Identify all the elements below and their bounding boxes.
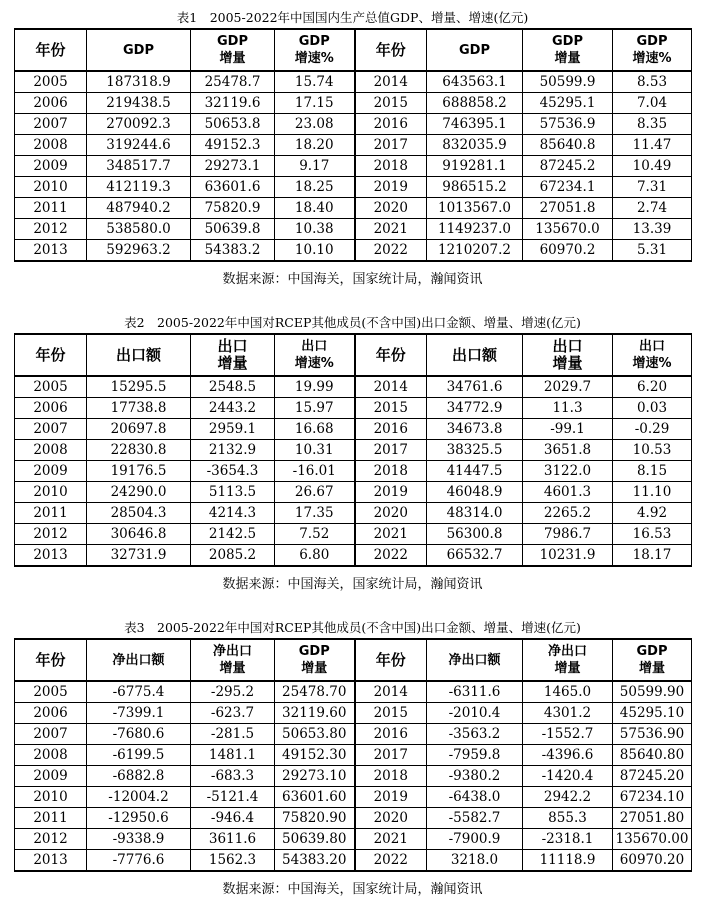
year-cell: 2017 [355, 135, 427, 156]
header-net-export-increment: 净出口 增量 [191, 639, 275, 681]
value-cell: 66532.7 [427, 545, 523, 567]
value-cell: 45295.1 [523, 93, 613, 114]
table-row [15, 419, 692, 440]
value-cell: -16.01 [275, 461, 355, 482]
value-cell: 3611.6 [191, 829, 275, 850]
value-cell: -99.1 [523, 419, 613, 440]
value-cell: 18.17 [613, 545, 692, 567]
value-cell: 50653.80 [275, 724, 355, 745]
value-cell: 3122.0 [523, 461, 613, 482]
header-gdp-growth: GDP 增速% [613, 29, 692, 71]
value-cell: -4396.6 [523, 745, 613, 766]
value-cell: 11118.9 [523, 850, 613, 872]
value-cell: -623.7 [191, 703, 275, 724]
value-cell: -7959.8 [427, 745, 523, 766]
year-cell: 2021 [355, 219, 427, 240]
value-cell: 57536.90 [613, 724, 692, 745]
value-cell: 22830.8 [87, 440, 191, 461]
value-cell: 54383.2 [191, 240, 275, 262]
value-cell: 4214.3 [191, 503, 275, 524]
table-row [15, 156, 692, 177]
header-export-increment: 出口 增量 [523, 334, 613, 376]
value-cell: 18.40 [275, 198, 355, 219]
value-cell: 10.10 [275, 240, 355, 262]
value-cell: 1210207.2 [427, 240, 523, 262]
value-cell: 57536.9 [523, 114, 613, 135]
value-cell: 34761.6 [427, 376, 523, 398]
table-caption: 表1 2005-2022年中国国内生产总值GDP、增量、增速(亿元) [176, 10, 529, 25]
value-cell: 412119.3 [87, 177, 191, 198]
value-cell: -6882.8 [87, 766, 191, 787]
year-cell: 2013 [15, 240, 87, 262]
year-cell: 2017 [355, 745, 427, 766]
value-cell: 60970.20 [613, 850, 692, 872]
value-cell: 2265.2 [523, 503, 613, 524]
value-cell: 4301.2 [523, 703, 613, 724]
header-row [15, 639, 692, 681]
year-cell: 2018 [355, 461, 427, 482]
year-cell: 2008 [15, 135, 87, 156]
table-row [15, 503, 692, 524]
table-row [15, 198, 692, 219]
value-cell: 49152.30 [275, 745, 355, 766]
value-cell: 87245.20 [613, 766, 692, 787]
value-cell: 6.20 [613, 376, 692, 398]
data-source: 数据来源：中国海关，国家统计局，瀚闻资讯 [222, 577, 483, 592]
value-cell: 18.25 [275, 177, 355, 198]
year-cell: 2012 [15, 524, 87, 545]
value-cell: 1149237.0 [427, 219, 523, 240]
header-row [15, 29, 692, 71]
value-cell: 4.92 [613, 503, 692, 524]
value-cell: -7776.6 [87, 850, 191, 872]
year-cell: 2019 [355, 482, 427, 503]
value-cell: 17738.8 [87, 398, 191, 419]
value-cell: -6775.4 [87, 681, 191, 703]
header-export-growth: 出口 增速% [613, 334, 692, 376]
value-cell: 5.31 [613, 240, 692, 262]
value-cell: 25478.7 [191, 71, 275, 93]
value-cell: -3563.2 [427, 724, 523, 745]
value-cell: 832035.9 [427, 135, 523, 156]
year-cell: 2014 [355, 376, 427, 398]
value-cell: -683.3 [191, 766, 275, 787]
value-cell: 1562.3 [191, 850, 275, 872]
year-cell: 2005 [15, 71, 87, 93]
value-cell: 10231.9 [523, 545, 613, 567]
value-cell: -2318.1 [523, 829, 613, 850]
year-cell: 2015 [355, 398, 427, 419]
value-cell: 8.35 [613, 114, 692, 135]
value-cell: 56300.8 [427, 524, 523, 545]
value-cell: -1420.4 [523, 766, 613, 787]
year-cell: 2005 [15, 681, 87, 703]
year-cell: 2009 [15, 766, 87, 787]
value-cell: 15.74 [275, 71, 355, 93]
table-block-2 [14, 313, 691, 603]
value-cell: 67234.10 [613, 787, 692, 808]
value-cell: 746395.1 [427, 114, 523, 135]
year-cell: 2019 [355, 177, 427, 198]
table-row [15, 482, 692, 503]
table-row [15, 724, 692, 745]
table-row [15, 766, 692, 787]
net-export-table [14, 638, 692, 872]
value-cell: 49152.3 [191, 135, 275, 156]
table-row [15, 524, 692, 545]
header-net-export: 净出口额 [87, 639, 191, 681]
value-cell: 85640.8 [523, 135, 613, 156]
table-row [15, 545, 692, 567]
value-cell: 2.74 [613, 198, 692, 219]
header-gdp-increment: GDP 增量 [613, 639, 692, 681]
value-cell: 11.47 [613, 135, 692, 156]
value-cell: 135670.00 [613, 829, 692, 850]
table-row [15, 787, 692, 808]
year-cell: 2020 [355, 503, 427, 524]
value-cell: 270092.3 [87, 114, 191, 135]
value-cell: 32119.60 [275, 703, 355, 724]
value-cell: -0.29 [613, 419, 692, 440]
value-cell: -7680.6 [87, 724, 191, 745]
value-cell: -9380.2 [427, 766, 523, 787]
year-cell: 2022 [355, 545, 427, 567]
header-net-export-increment: 净出口 增量 [523, 639, 613, 681]
value-cell: 15295.5 [87, 376, 191, 398]
table-block-3 [14, 618, 691, 908]
value-cell: 7.31 [613, 177, 692, 198]
header-row [15, 334, 692, 376]
value-cell: 538580.0 [87, 219, 191, 240]
value-cell: -281.5 [191, 724, 275, 745]
year-cell: 2015 [355, 703, 427, 724]
year-cell: 2005 [15, 376, 87, 398]
header-gdp: GDP [427, 29, 523, 71]
year-cell: 2006 [15, 93, 87, 114]
year-cell: 2012 [15, 829, 87, 850]
year-cell: 2020 [355, 198, 427, 219]
value-cell: 855.3 [523, 808, 613, 829]
year-cell: 2008 [15, 745, 87, 766]
value-cell: 15.97 [275, 398, 355, 419]
value-cell: 87245.2 [523, 156, 613, 177]
year-cell: 2019 [355, 787, 427, 808]
value-cell: 41447.5 [427, 461, 523, 482]
value-cell: -12004.2 [87, 787, 191, 808]
value-cell: 643563.1 [427, 71, 523, 93]
value-cell: 63601.6 [191, 177, 275, 198]
year-cell: 2010 [15, 482, 87, 503]
value-cell: 25478.70 [275, 681, 355, 703]
year-cell: 2012 [15, 219, 87, 240]
year-cell: 2006 [15, 398, 87, 419]
year-cell: 2021 [355, 829, 427, 850]
year-cell: 2021 [355, 524, 427, 545]
value-cell: 8.15 [613, 461, 692, 482]
table-row [15, 461, 692, 482]
value-cell: 2085.2 [191, 545, 275, 567]
value-cell: 50639.80 [275, 829, 355, 850]
value-cell: 30646.8 [87, 524, 191, 545]
value-cell: 9.17 [275, 156, 355, 177]
header-export-value: 出口额 [87, 334, 191, 376]
value-cell: 10.38 [275, 219, 355, 240]
header-gdp-growth: GDP 增速% [275, 29, 355, 71]
table-row [15, 808, 692, 829]
value-cell: 20697.8 [87, 419, 191, 440]
year-cell: 2011 [15, 808, 87, 829]
data-source: 数据来源：中国海关，国家统计局，瀚闻资讯 [222, 272, 483, 287]
year-cell: 2008 [15, 440, 87, 461]
value-cell: 17.35 [275, 503, 355, 524]
value-cell: 75820.90 [275, 808, 355, 829]
year-cell: 2022 [355, 850, 427, 872]
value-cell: 32731.9 [87, 545, 191, 567]
year-cell: 2020 [355, 808, 427, 829]
year-cell: 2015 [355, 93, 427, 114]
table-block-1 [14, 8, 691, 298]
value-cell: 986515.2 [427, 177, 523, 198]
year-cell: 2007 [15, 724, 87, 745]
value-cell: 3218.0 [427, 850, 523, 872]
value-cell: 7986.7 [523, 524, 613, 545]
value-cell: 487940.2 [87, 198, 191, 219]
value-cell: 26.67 [275, 482, 355, 503]
year-cell: 2016 [355, 419, 427, 440]
value-cell: 2959.1 [191, 419, 275, 440]
header-gdp-increment: GDP 增量 [191, 29, 275, 71]
value-cell: -6438.0 [427, 787, 523, 808]
value-cell: 18.20 [275, 135, 355, 156]
table-row [15, 114, 692, 135]
value-cell: 11.3 [523, 398, 613, 419]
value-cell: 16.68 [275, 419, 355, 440]
header-export-growth: 出口 增速% [275, 334, 355, 376]
value-cell: 2942.2 [523, 787, 613, 808]
value-cell: 67234.1 [523, 177, 613, 198]
value-cell: 7.52 [275, 524, 355, 545]
table-row [15, 240, 692, 262]
year-cell: 2018 [355, 766, 427, 787]
value-cell: 34673.8 [427, 419, 523, 440]
table-row [15, 681, 692, 703]
value-cell: -7399.1 [87, 703, 191, 724]
header-year: 年份 [15, 29, 87, 71]
value-cell: -2010.4 [427, 703, 523, 724]
value-cell: 4601.3 [523, 482, 613, 503]
value-cell: -946.4 [191, 808, 275, 829]
value-cell: 50599.9 [523, 71, 613, 93]
year-cell: 2011 [15, 503, 87, 524]
table-row [15, 93, 692, 114]
value-cell: 60970.2 [523, 240, 613, 262]
value-cell: 319244.6 [87, 135, 191, 156]
header-export-value: 出口额 [427, 334, 523, 376]
value-cell: 50599.90 [613, 681, 692, 703]
table-row [15, 135, 692, 156]
header-export-increment: 出口 增量 [191, 334, 275, 376]
value-cell: 2132.9 [191, 440, 275, 461]
value-cell: -7900.9 [427, 829, 523, 850]
value-cell: 27051.80 [613, 808, 692, 829]
value-cell: 1013567.0 [427, 198, 523, 219]
header-year: 年份 [15, 334, 87, 376]
value-cell: 348517.7 [87, 156, 191, 177]
value-cell: 3651.8 [523, 440, 613, 461]
gdp-table [14, 28, 692, 262]
year-cell: 2007 [15, 419, 87, 440]
table-caption: 表3 2005-2022年中国对RCEP其他成员(不含中国)出口金额、增量、增速(亿元) [124, 620, 581, 635]
value-cell: 919281.1 [427, 156, 523, 177]
year-cell: 2013 [15, 545, 87, 567]
table-row [15, 745, 692, 766]
table-row [15, 703, 692, 724]
value-cell: 50639.8 [191, 219, 275, 240]
value-cell: 19176.5 [87, 461, 191, 482]
value-cell: 13.39 [613, 219, 692, 240]
data-source: 数据来源：中国海关，国家统计局，瀚闻资讯 [222, 882, 483, 897]
value-cell: 10.53 [613, 440, 692, 461]
value-cell: 85640.80 [613, 745, 692, 766]
value-cell: 688858.2 [427, 93, 523, 114]
value-cell: 1465.0 [523, 681, 613, 703]
table-row [15, 219, 692, 240]
value-cell: 17.15 [275, 93, 355, 114]
header-gdp-increment: GDP 增量 [275, 639, 355, 681]
year-cell: 2014 [355, 681, 427, 703]
value-cell: 34772.9 [427, 398, 523, 419]
value-cell: -6199.5 [87, 745, 191, 766]
year-cell: 2014 [355, 71, 427, 93]
value-cell: -12950.6 [87, 808, 191, 829]
value-cell: 46048.9 [427, 482, 523, 503]
export-table [14, 333, 692, 567]
value-cell: 10.49 [613, 156, 692, 177]
value-cell: 6.80 [275, 545, 355, 567]
value-cell: 54383.20 [275, 850, 355, 872]
value-cell: -6311.6 [427, 681, 523, 703]
table-row [15, 376, 692, 398]
value-cell: 135670.0 [523, 219, 613, 240]
value-cell: 11.10 [613, 482, 692, 503]
value-cell: -1552.7 [523, 724, 613, 745]
year-cell: 2010 [15, 177, 87, 198]
value-cell: 592963.2 [87, 240, 191, 262]
value-cell: -9338.9 [87, 829, 191, 850]
value-cell: 19.99 [275, 376, 355, 398]
value-cell: 24290.0 [87, 482, 191, 503]
value-cell: 23.08 [275, 114, 355, 135]
year-cell: 2022 [355, 240, 427, 262]
year-cell: 2017 [355, 440, 427, 461]
year-cell: 2007 [15, 114, 87, 135]
value-cell: -5121.4 [191, 787, 275, 808]
table-row [15, 398, 692, 419]
year-cell: 2009 [15, 461, 87, 482]
header-year: 年份 [355, 639, 427, 681]
value-cell: 29273.10 [275, 766, 355, 787]
value-cell: 75820.9 [191, 198, 275, 219]
value-cell: 28504.3 [87, 503, 191, 524]
value-cell: -295.2 [191, 681, 275, 703]
table-row [15, 829, 692, 850]
year-cell: 2011 [15, 198, 87, 219]
table-row [15, 850, 692, 872]
year-cell: 2016 [355, 114, 427, 135]
value-cell: 187318.9 [87, 71, 191, 93]
table-row [15, 177, 692, 198]
value-cell: 63601.60 [275, 787, 355, 808]
value-cell: 29273.1 [191, 156, 275, 177]
value-cell: 1481.1 [191, 745, 275, 766]
header-year: 年份 [355, 334, 427, 376]
value-cell: 0.03 [613, 398, 692, 419]
year-cell: 2006 [15, 703, 87, 724]
header-year: 年份 [15, 639, 87, 681]
value-cell: -3654.3 [191, 461, 275, 482]
table-row [15, 71, 692, 93]
year-cell: 2010 [15, 787, 87, 808]
value-cell: 45295.10 [613, 703, 692, 724]
value-cell: 10.31 [275, 440, 355, 461]
header-net-export: 净出口额 [427, 639, 523, 681]
value-cell: -5582.7 [427, 808, 523, 829]
value-cell: 219438.5 [87, 93, 191, 114]
year-cell: 2016 [355, 724, 427, 745]
value-cell: 8.53 [613, 71, 692, 93]
value-cell: 32119.6 [191, 93, 275, 114]
value-cell: 50653.8 [191, 114, 275, 135]
year-cell: 2018 [355, 156, 427, 177]
value-cell: 2029.7 [523, 376, 613, 398]
value-cell: 2548.5 [191, 376, 275, 398]
year-cell: 2013 [15, 850, 87, 872]
value-cell: 7.04 [613, 93, 692, 114]
header-gdp: GDP [87, 29, 191, 71]
value-cell: 38325.5 [427, 440, 523, 461]
value-cell: 2443.2 [191, 398, 275, 419]
value-cell: 2142.5 [191, 524, 275, 545]
value-cell: 5113.5 [191, 482, 275, 503]
value-cell: 16.53 [613, 524, 692, 545]
header-year: 年份 [355, 29, 427, 71]
year-cell: 2009 [15, 156, 87, 177]
table-row [15, 440, 692, 461]
header-gdp-increment: GDP 增量 [523, 29, 613, 71]
value-cell: 48314.0 [427, 503, 523, 524]
value-cell: 27051.8 [523, 198, 613, 219]
table-caption: 表2 2005-2022年中国对RCEP其他成员(不含中国)出口金额、增量、增速(亿元) [124, 315, 581, 330]
